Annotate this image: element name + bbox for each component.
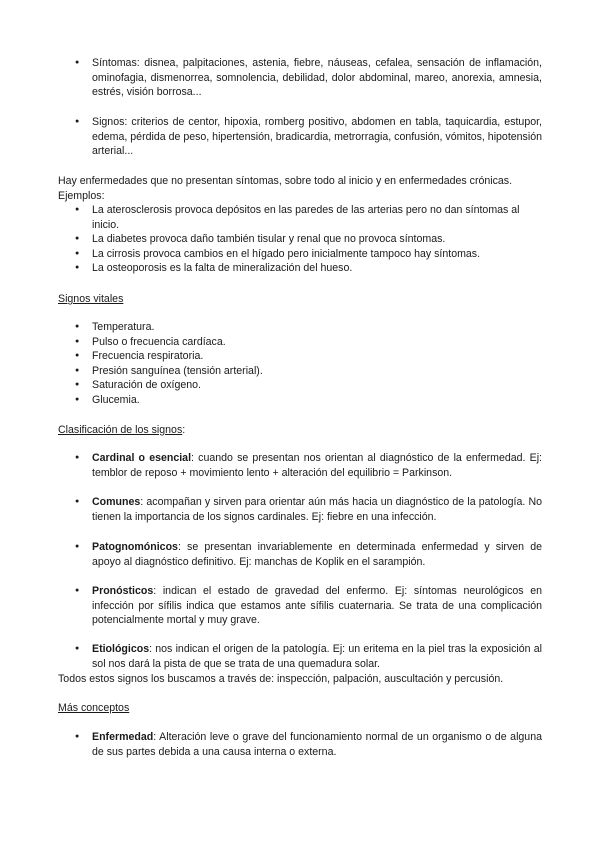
list-item: ● Temperatura. — [58, 320, 542, 335]
signos-label: Signos: — [92, 116, 128, 128]
list-item — [58, 540, 542, 569]
term-cardinal: Cardinal o esencial — [92, 452, 192, 464]
clasificacion-list-pronosticos — [58, 584, 542, 628]
list-item: ● La osteoporosis es la falta de mineralización del hueso. — [58, 261, 542, 276]
clasificacion-heading: Clasificación de los signos — [58, 424, 183, 436]
list-item — [58, 451, 542, 480]
sintomas-label: Síntomas: — [92, 57, 140, 69]
vitales-heading: Signos vitales — [58, 293, 124, 305]
clasificacion-list-etiologicos — [58, 642, 542, 671]
def-patognomonicos: : se presentan invariablemente en determinada enfermedad y sirven de apoyo al diagnóstico definitivo. Ej: manchas de Koplik en el sarampión. — [92, 541, 542, 568]
list-item-signos — [58, 115, 542, 159]
list-item: ● La diabetes provoca daño también tisular y renal que no provoca síntomas. — [58, 232, 542, 247]
sintomas-text: disnea, palpitaciones, astenia, fiebre, náuseas, cefalea, sensación de inflamación, ominofagia, dismenorrea, somnolencia, debilidad, dolor abdominal, mareo, anorexia, amnesia, estrés, visión borrosa... — [92, 57, 542, 99]
list-item — [58, 495, 542, 524]
ejemplos-label: Ejemplos: — [58, 189, 105, 202]
vitales-list — [58, 320, 542, 408]
def-pronosticos: : indican el estado de gravedad del enfermo. Ej: síntomas neurológicos en infección por sífilis indica que estamos ante sífilis cuaternaria. Se trata de una complicación potencialmente mortal y muy grave. — [92, 585, 542, 627]
conceptos-list — [58, 730, 542, 759]
signos-list — [58, 115, 542, 159]
def-etiologicos: : nos indican el origen de la patología. Ej: un eritema en la piel tras la exposición al sol nos dará la pista de que se trata de una quemadura solar. — [92, 643, 542, 670]
clasificacion-list-patognomonicos — [58, 540, 542, 569]
clasificacion-heading-line — [58, 423, 542, 438]
list-item: ● La cirrosis provoca cambios en el hígado pero inicialmente tampoco hay síntomas. — [58, 247, 542, 262]
def-cardinal: : cuando se presentan nos orientan al diagnóstico de la enfermedad. Ej: temblor de reposo + movimiento lento + alteración del equilibrio = Parkinson. — [92, 452, 543, 479]
term-enfermedad: Enfermedad — [92, 731, 154, 743]
term-pronosticos: Pronósticos — [92, 585, 154, 597]
cronicas-intro: Hay enfermedades que no presentan síntomas, sobre todo al inicio y en enfermedades crónicas. — [58, 175, 513, 187]
def-enfermedad: : Alteración leve o grave del funcionamiento normal de un organismo o de alguna de sus partes debida a una causa interna o externa. — [92, 731, 542, 758]
list-item — [58, 584, 542, 628]
list-item: ● Pulso o frecuencia cardíaca. — [58, 335, 542, 350]
clasificacion-list-cardinal — [58, 451, 542, 480]
signos-text: criterios de centor, hipoxia, romberg positivo, abdomen en tabla, taquicardia, estupor, edema, pérdida de peso, hipertensión, bradicardia, metrorragia, confusión, vómitos, hipotensión arterial... — [92, 116, 542, 158]
term-patognomonicos: Patognomónicos — [92, 541, 178, 553]
list-item: ● Saturación de oxígeno. — [58, 378, 542, 393]
cronicas-list — [58, 203, 542, 276]
list-item: ● Glucemia. — [58, 393, 542, 408]
list-item: ● La aterosclerosis provoca depósitos en las paredes de las arterias pero no dan síntomas al inicio. — [58, 203, 542, 232]
list-item — [58, 642, 542, 671]
list-item-sintomas — [58, 56, 542, 100]
list-item — [58, 730, 542, 759]
def-comunes: : acompañan y sirven para orientar aún más hacia un diagnóstico de la patología. No tienen la importancia de los signos cardinales. Ej: fiebre en una infección. — [92, 496, 542, 523]
list-item: ● Frecuencia respiratoria. — [58, 349, 542, 364]
clasificacion-footer: Todos estos signos los buscamos a través de: inspección, palpación, auscultación y percusión. — [58, 673, 504, 685]
sintomas-list — [58, 56, 542, 100]
term-comunes: Comunes — [92, 496, 141, 508]
clasificacion-colon: : — [182, 424, 186, 436]
term-etiologicos: Etiológicos — [92, 643, 150, 655]
list-item: ● Presión sanguínea (tensión arterial). — [58, 364, 542, 379]
conceptos-heading: Más conceptos — [58, 702, 130, 714]
clasificacion-list-comunes — [58, 495, 542, 524]
